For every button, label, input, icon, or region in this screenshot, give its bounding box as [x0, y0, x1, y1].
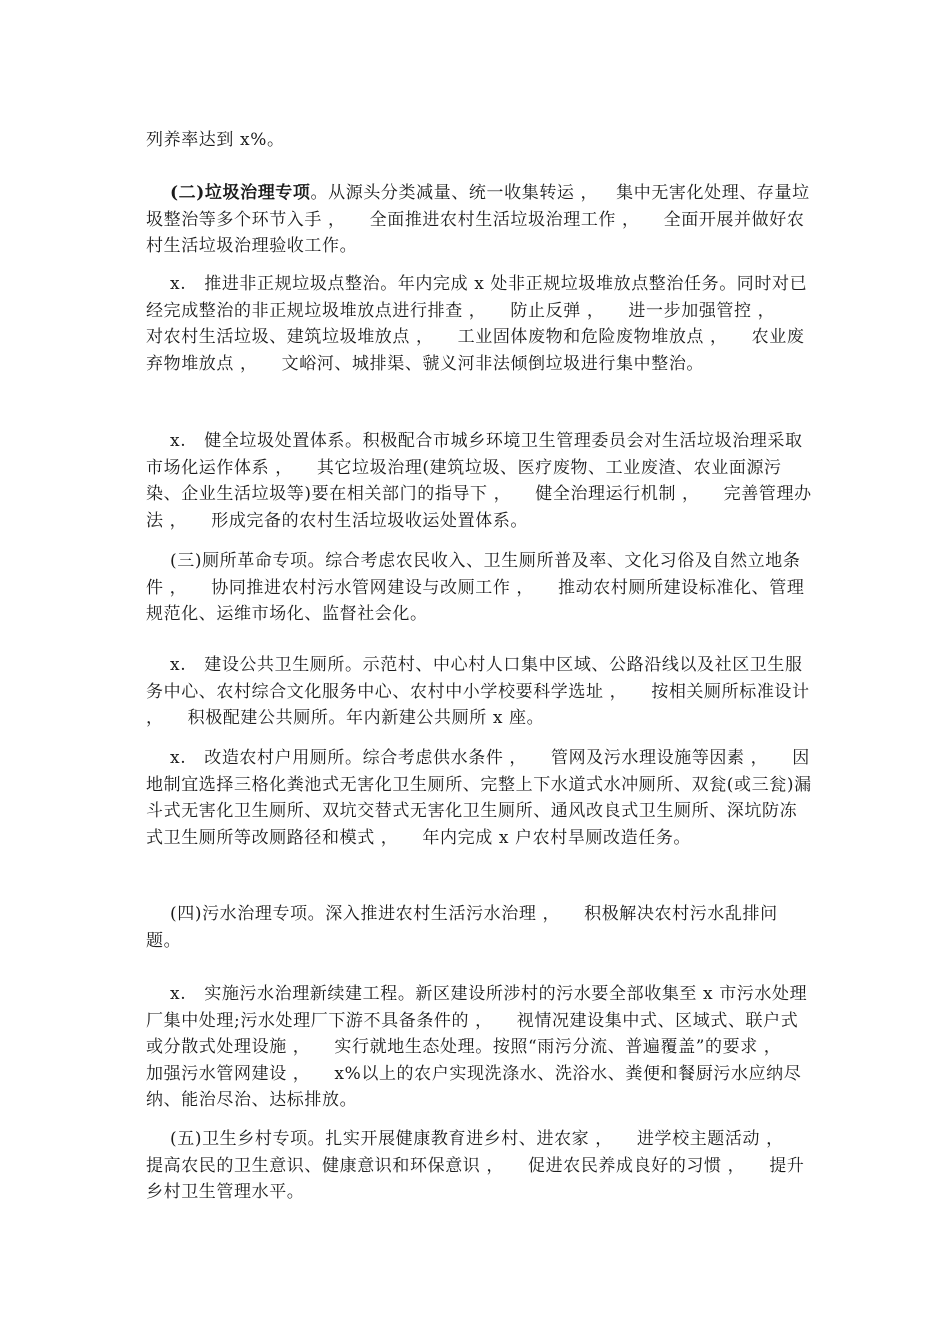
paragraph-household-toilets: x. 改造农村户用厕所。综合考虑供水条件 ， 管网及污水理设施等因素 ， 因地制宜选择三格化粪池式无害化卫生厕所、完整上下水道式水冲厕所、双瓮(或三瓮)漏斗式无害化卫生厕所、双坑交替式无害化卫生厕所、通风改良式卫生厕所、深坑防冻式卫生厕所等改厕路径和模式 ， 年内完成 x 户农村旱厕改造任务。 — [146, 748, 812, 848]
paragraph-sewage-projects: x. 实施污水治理新续建工程。新区建设所涉村的污水要全部收集至 x 市污水处理厂集中处理;污水处理厂下游不具备条件的 ， 视情况建设集中式、区域式、联户式或分散式处理设施 ， 实行就地生态处理。按照“雨污分流、普遍覆盖”的要求 ， 加强污水管网建设 ， x%以上的农户实现洗涤水、洗浴水、粪便和餐厨污水应纳尽纳、能治尽治、达标排放。 — [146, 984, 808, 1110]
paragraph-garbage-section — [146, 180, 812, 260]
paragraph-toilet-revolution: (三)厕所革命专项。综合考虑农民收入、卫生厕所普及率、文化习俗及自然立地条件 ， 协同推进农村污水管网建设与改厕工作 ， 推动农村厕所建设标准化、管理规范化、运维市场化、监督社会化。 — [146, 551, 805, 624]
paragraph-body: 。从源头分类减量、统一收集转运 ， 集中无害化处理、存量垃圾整治等多个环节入手 ， 全面推进农村生活垃圾治理工作 ， 全面开展并做好农村生活垃圾治理验收工作。 — [146, 183, 810, 256]
paragraph-hygienic-village: (五)卫生乡村专项。扎实开展健康教育进乡村、进农家 ， 进学校主题活动 ， 提高农民的卫生意识、健康意识和环保意识 ， 促进农民养成良好的习惯 ， 提升乡村卫生管理水平。 — [146, 1129, 808, 1202]
paragraph-public-toilets: x. 建设公共卫生厕所。示范村、中心村人口集中区域、公路沿线以及社区卫生服务中心、农村综合文化服务中心、农村中小学校要科学选址 ， 按相关厕所标准设计 ， 积极配建公共厕所。年内新建公共厕所 x 座。 — [146, 655, 816, 728]
paragraph-continuation: 列养率达到 x%。 — [146, 130, 285, 150]
paragraph-waste-disposal-system: x. 健全垃圾处置体系。积极配合市城乡环境卫生管理委员会对生活垃圾治理采取市场化运作体系 ， 其它垃圾治理(建筑垃圾、医疗废物、工业废渣、农业面源污染、企业生活垃圾等)要在相关部门的指导下 ， 健全治理运行机制 ， 完善管理办法 ， 形成完备的农村生活垃圾收运处置体系。 — [146, 431, 812, 531]
paragraph-informal-dump-sites: x. 推进非正规垃圾点整治。年内完成 x 处非正规垃圾堆放点整治任务。同时对已经完成整治的非正规垃圾堆放点进行排查 ， 防止反弹 ， 进一步加强管控 ， 对农村生活垃圾、建筑垃圾堆放点 ， 工业固体废物和危险废物堆放点 ， 农业废弃物堆放点 ， 文峪河、城排渠、虢义河非法倾倒垃圾进行集中整治。 — [146, 274, 808, 374]
section-heading-garbage: (二)垃圾治理专项 — [170, 183, 311, 203]
paragraph-sewage-section: (四)污水治理专项。深入推进农村生活污水治理 ， 积极解决农村污水乱排问题。 — [146, 904, 778, 951]
